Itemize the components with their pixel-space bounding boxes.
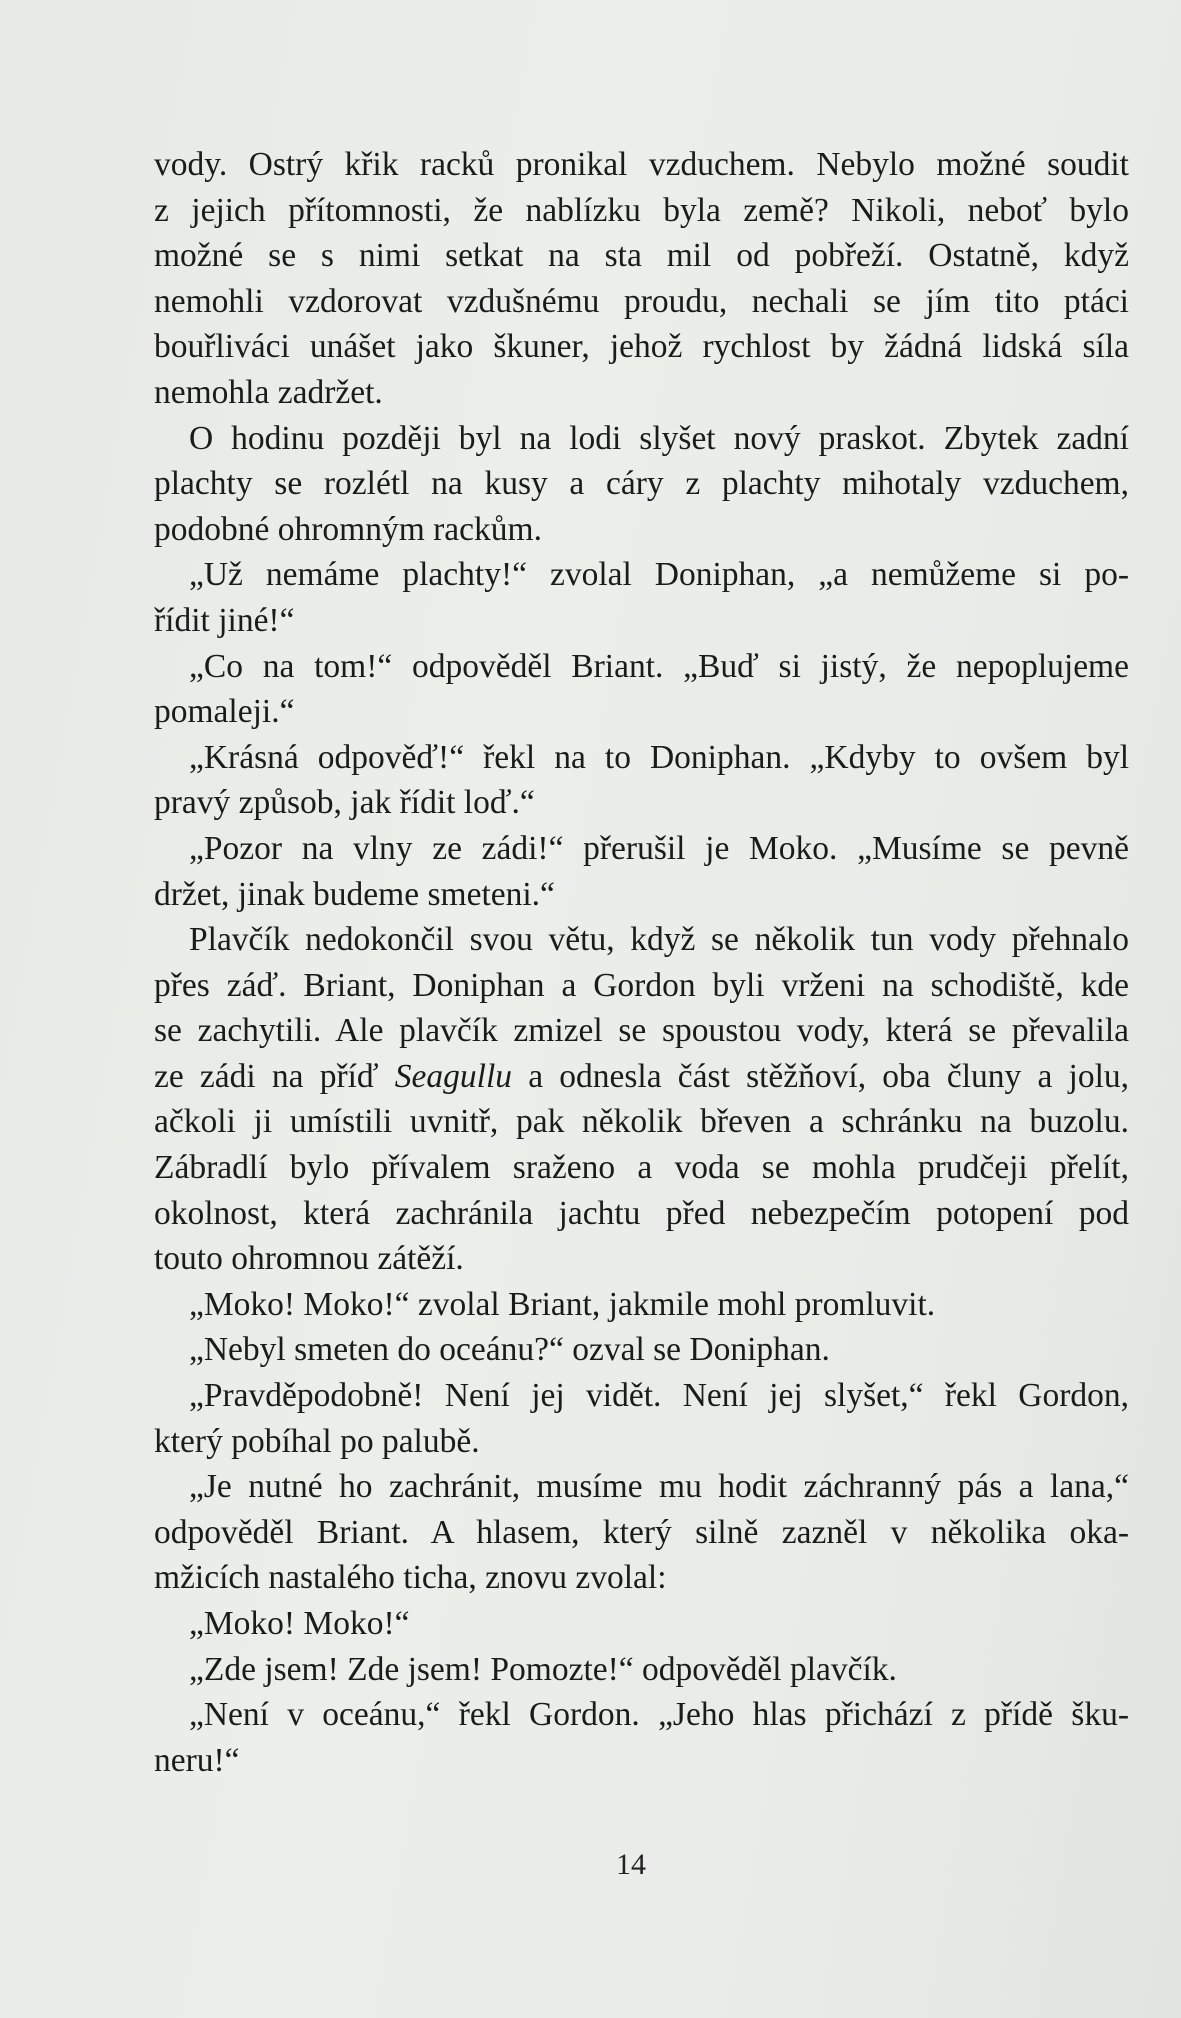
text-line: vody. Ostrý křik racků pronikal vzduchem. Nebylo možné soudit (154, 146, 1129, 183)
text-line: se zachytili. Ale plavčík zmizel se spoustou vody, která se převalila (154, 1012, 1129, 1050)
text-line: nemohla zadržet. (154, 373, 383, 411)
text-line: ačkoli ji umístili uvnitř, pak několik břeven a schránku na buzolu. (154, 1103, 1129, 1141)
text-line: pomaleji.“ (154, 693, 295, 731)
text-line: „Je nutné ho zachránit, musíme mu hodit záchranný pás a lana,“ (189, 1468, 1129, 1506)
text-line: „Co na tom!“ odpověděl Briant. „Buď si jistý, že nepoplujeme (189, 647, 1129, 685)
text-line: touto ohromnou zátěží. (154, 1240, 464, 1278)
text-line: ze zádi na příď Seagullu a odnesla část stěžňoví, oba čluny a jolu, (154, 1057, 1130, 1095)
text-line: podobné ohromným rackům. (154, 510, 542, 548)
text-line: přes záď. Briant, Doniphan a Gordon byli vrženi na schodiště, kde (154, 966, 1129, 1004)
text-line: neru!“ (154, 1741, 240, 1779)
text-line: „Zde jsem! Zde jsem! Pomozte!“ odpověděl plavčík. (189, 1650, 897, 1688)
text-line: pravý způsob, jak řídit loď.“ (154, 784, 535, 822)
page-number: 14 (616, 1848, 646, 1881)
text-line: O hodinu později byl na lodi slyšet nový praskot. Zbytek zadní (189, 419, 1129, 457)
text-line: „Nebyl smeten do oceánu?“ ozval se Doniphan. (189, 1331, 830, 1369)
text-line: odpověděl Briant. A hlasem, který silně zazněl v několika oka- (154, 1513, 1129, 1551)
text-line: „Moko! Moko!“ (189, 1605, 410, 1642)
text-line: „Moko! Moko!“ zvolal Briant, jakmile mohl promluvit. (189, 1285, 936, 1323)
text-line: mžicích nastalého ticha, znovu zvolal: (154, 1559, 667, 1597)
text-line: „Není v oceánu,“ řekl Gordon. „Jeho hlas přichází z přídě šku- (189, 1696, 1129, 1734)
text-line: možné se s nimi setkat na sta mil od pobřeží. Ostatně, když (154, 237, 1129, 275)
text-line: řídit jiné!“ (154, 601, 295, 639)
text-line: Plavčík nedokončil svou větu, když se několik tun vody přehnalo (189, 921, 1129, 959)
text-line: držet, jinak budeme smeteni.“ (154, 875, 555, 913)
text-line: „Už nemáme plachty!“ zvolal Doniphan, „a nemůžeme si po- (189, 556, 1129, 594)
text-line: okolnost, která zachránila jachtu před nebezpečím potopení pod (154, 1194, 1129, 1232)
text-line: bouřliváci unášet jako škuner, jehož rychlost by žádná lidská síla (154, 328, 1129, 366)
ship-name: Seagullu (394, 1057, 513, 1095)
text-line: který pobíhal po palubě. (154, 1422, 480, 1460)
text-line: „Pozor na vlny ze zádi!“ přerušil je Moko. „Musíme se pevně (189, 829, 1129, 867)
text-line: „Krásná odpověď!“ řekl na to Doniphan. „Kdyby to ovšem byl (189, 738, 1129, 776)
text-line: „Pravděpodobně! Není jej vidět. Není jej slyšet,“ řekl Gordon, (189, 1377, 1129, 1415)
text-line: nemohli vzdorovat vzdušnému proudu, nechali se jím tito ptáci (154, 282, 1129, 320)
text-line: Zábradlí bylo přívalem sraženo a voda se mohla prudčeji přelít, (154, 1149, 1129, 1187)
body-text (154, 142, 1129, 1783)
text-line: plachty se rozlétl na kusy a cáry z plachty mihotaly vzduchem, (154, 465, 1129, 503)
text-line: z jejich přítomnosti, že nablízku byla země? Nikoli, neboť bylo (154, 191, 1129, 229)
